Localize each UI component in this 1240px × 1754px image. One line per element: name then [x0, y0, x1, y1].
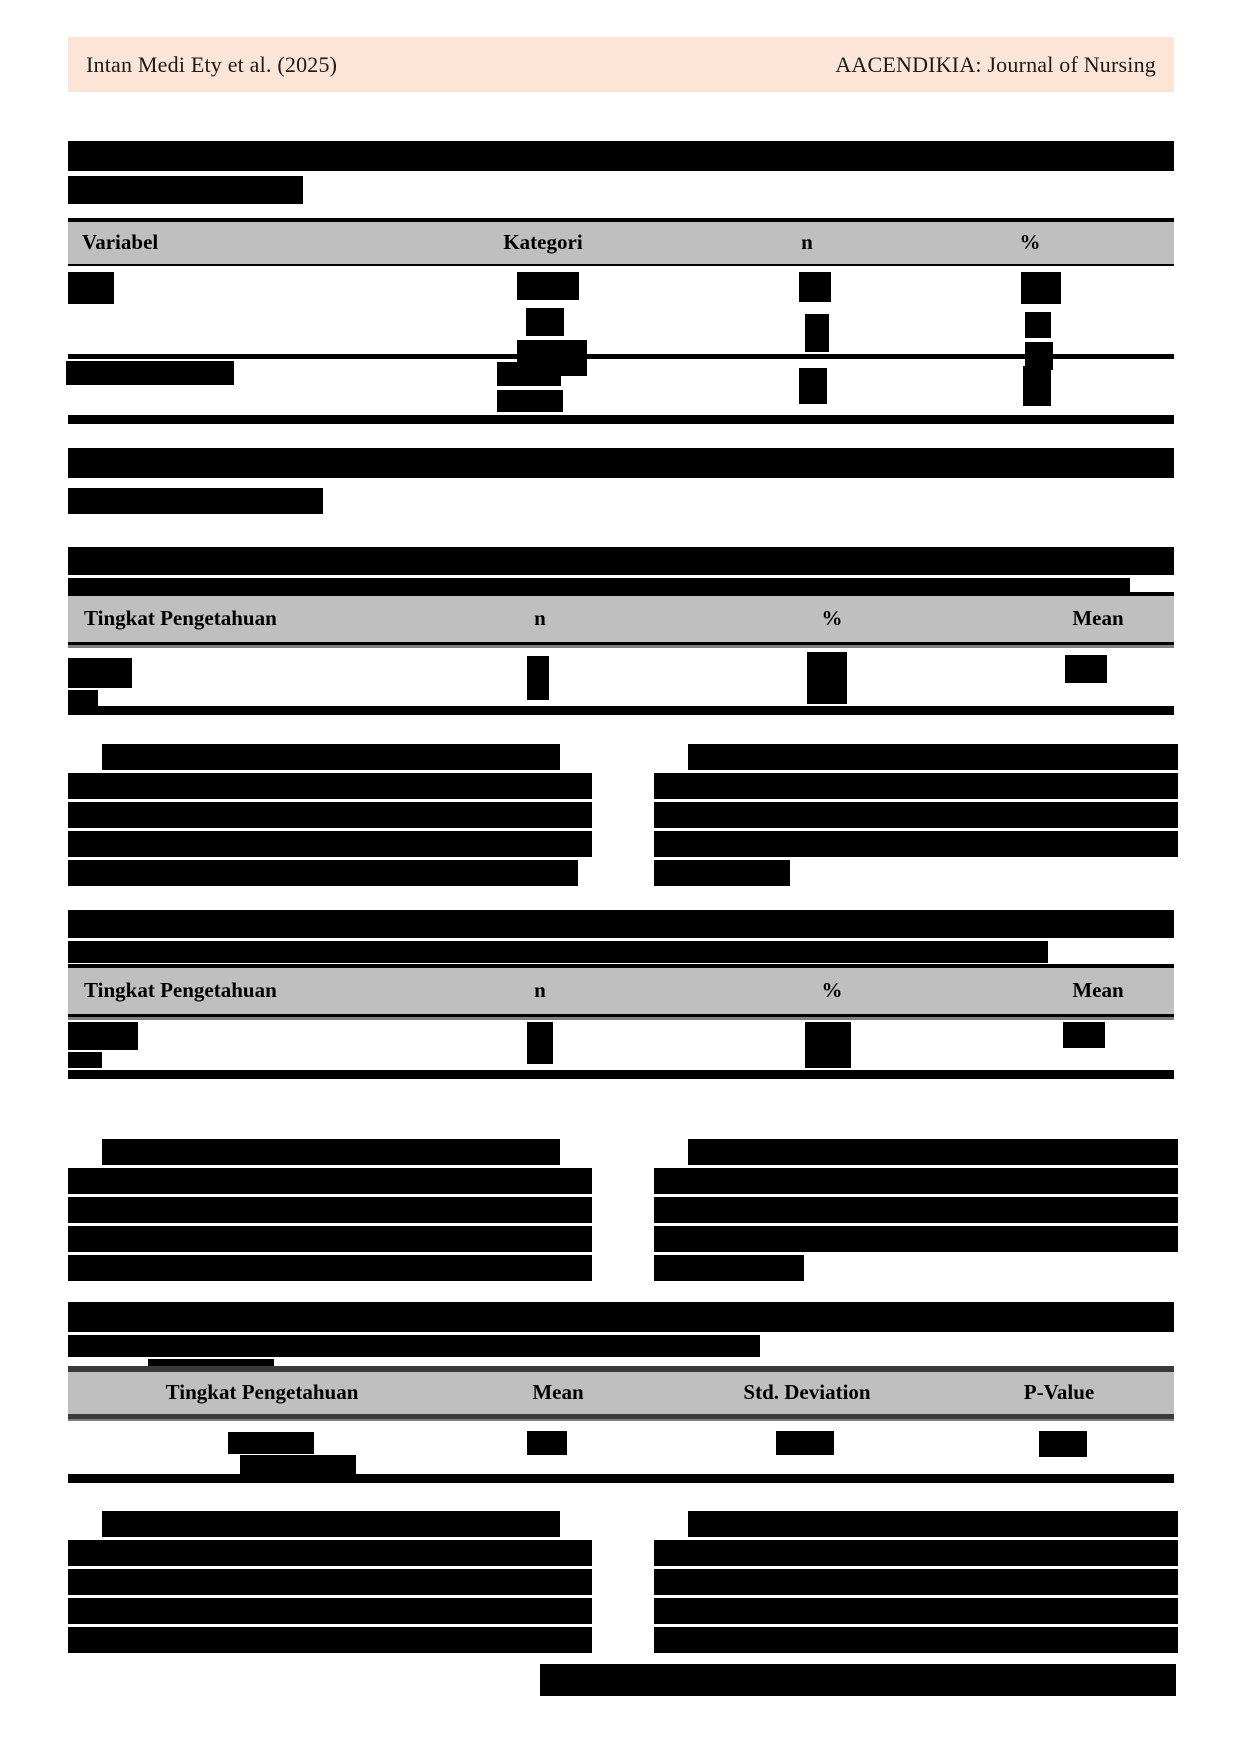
redacted-cell — [497, 362, 561, 386]
redacted-text — [68, 1226, 592, 1252]
table1-header-variabel: Variabel — [82, 230, 159, 254]
redacted-cell — [66, 361, 234, 385]
table2-header-row — [68, 596, 1174, 642]
redacted-text — [654, 1569, 1178, 1595]
redacted-text — [68, 831, 592, 857]
table4-header-pvalue: P-Value — [1023, 1380, 1095, 1404]
redacted-text — [68, 860, 578, 886]
table2-header-shadow — [68, 645, 1174, 648]
redacted-text — [68, 1302, 1174, 1332]
redacted-cell — [1021, 272, 1061, 304]
author-citation: Intan Medi Ety et al. (2025) — [86, 51, 338, 77]
redacted-cell — [807, 652, 847, 704]
redacted-text — [654, 802, 1178, 828]
redacted-cell — [1063, 1022, 1105, 1048]
journal-title: AACENDIKIA: Journal of Nursing — [835, 51, 1156, 77]
table3-header-shadow — [68, 1017, 1174, 1020]
redacted-text — [68, 1627, 592, 1653]
redacted-cell — [527, 1431, 567, 1455]
redacted-text — [654, 860, 790, 886]
redacted-cell — [527, 1022, 553, 1064]
table4-header-mean: Mean — [532, 1380, 584, 1404]
redacted-text — [68, 448, 1174, 478]
redacted-text — [68, 141, 1174, 171]
redacted-cell — [68, 1052, 102, 1068]
redacted-cell — [68, 1022, 138, 1050]
redacted-text — [688, 1139, 1178, 1165]
redacted-text — [102, 744, 560, 770]
redacted-cell — [776, 1431, 834, 1455]
redacted-text — [654, 831, 1178, 857]
redacted-text — [68, 1255, 592, 1281]
table1-header-row — [68, 222, 1174, 264]
redacted-cell — [517, 272, 579, 300]
redacted-cell — [799, 272, 831, 302]
table1-header-n: n — [801, 230, 813, 254]
redacted-text — [68, 1168, 592, 1194]
table1-header-pct: % — [1019, 230, 1041, 254]
redacted-text — [654, 1255, 804, 1281]
table1-header-kategori: Kategori — [503, 230, 583, 254]
redacted-text — [68, 488, 323, 514]
table3-header-mean: Mean — [1072, 978, 1124, 1002]
redacted-text — [68, 802, 592, 828]
redacted-text — [540, 1664, 1176, 1696]
redacted-cell — [68, 658, 132, 688]
table1-header-underline — [68, 264, 1174, 266]
redacted-text — [654, 1598, 1178, 1624]
redacted-cell — [805, 314, 829, 352]
table1-bottom-border — [68, 415, 1174, 424]
redacted-text — [68, 1197, 592, 1223]
redacted-cell — [228, 1432, 314, 1454]
redacted-cell — [527, 656, 549, 700]
redacted-text — [102, 1139, 560, 1165]
redacted-cell — [1023, 366, 1051, 406]
redacted-text — [68, 910, 1174, 938]
table2-bottom-border — [68, 706, 1174, 715]
redacted-text — [688, 744, 1178, 770]
redacted-cell — [1039, 1431, 1087, 1457]
table4-bottom-border — [68, 1474, 1174, 1483]
redacted-cell — [799, 368, 827, 404]
redacted-text — [654, 1168, 1178, 1194]
running-head-bar — [68, 37, 1174, 92]
table4-header-std: Std. Deviation — [743, 1380, 871, 1404]
table2-header-n: n — [534, 606, 546, 630]
table2-header-tingkat: Tingkat Pengetahuan — [84, 606, 277, 630]
redacted-text — [68, 1540, 592, 1566]
table3-header-pct: % — [821, 978, 843, 1002]
table2-header-pct: % — [821, 606, 843, 630]
redacted-text — [654, 1627, 1178, 1653]
table4-header-tingkat: Tingkat Pengetahuan — [165, 1380, 359, 1404]
redacted-text — [68, 1569, 592, 1595]
redacted-text — [654, 1197, 1178, 1223]
table3-header-n: n — [534, 978, 546, 1002]
redacted-text — [654, 773, 1178, 799]
table3-header-tingkat: Tingkat Pengetahuan — [84, 978, 277, 1002]
redacted-text — [102, 1511, 560, 1537]
table3-header-row — [68, 968, 1174, 1014]
table4-header-shadow — [68, 1419, 1174, 1421]
table4-header-row — [68, 1372, 1174, 1414]
redacted-text — [688, 1511, 1178, 1537]
table1-group-rule — [68, 354, 1174, 359]
redacted-text — [68, 176, 303, 204]
redacted-cell — [1025, 312, 1051, 338]
redacted-cell — [68, 690, 98, 706]
redacted-text — [654, 1540, 1178, 1566]
table2-header-mean: Mean — [1072, 606, 1124, 630]
redacted-text — [654, 1226, 1178, 1252]
redacted-text — [68, 547, 1174, 575]
redacted-cell — [240, 1455, 356, 1475]
redacted-cell — [68, 272, 114, 304]
redacted-text — [68, 941, 1048, 963]
redacted-text — [68, 1335, 760, 1357]
redacted-cell — [805, 1022, 851, 1068]
redacted-text — [68, 773, 592, 799]
redacted-cell — [1065, 655, 1107, 683]
table3-bottom-border — [68, 1070, 1174, 1079]
redacted-cell — [497, 390, 563, 412]
redacted-cell — [526, 308, 564, 336]
redacted-text — [68, 1598, 592, 1624]
